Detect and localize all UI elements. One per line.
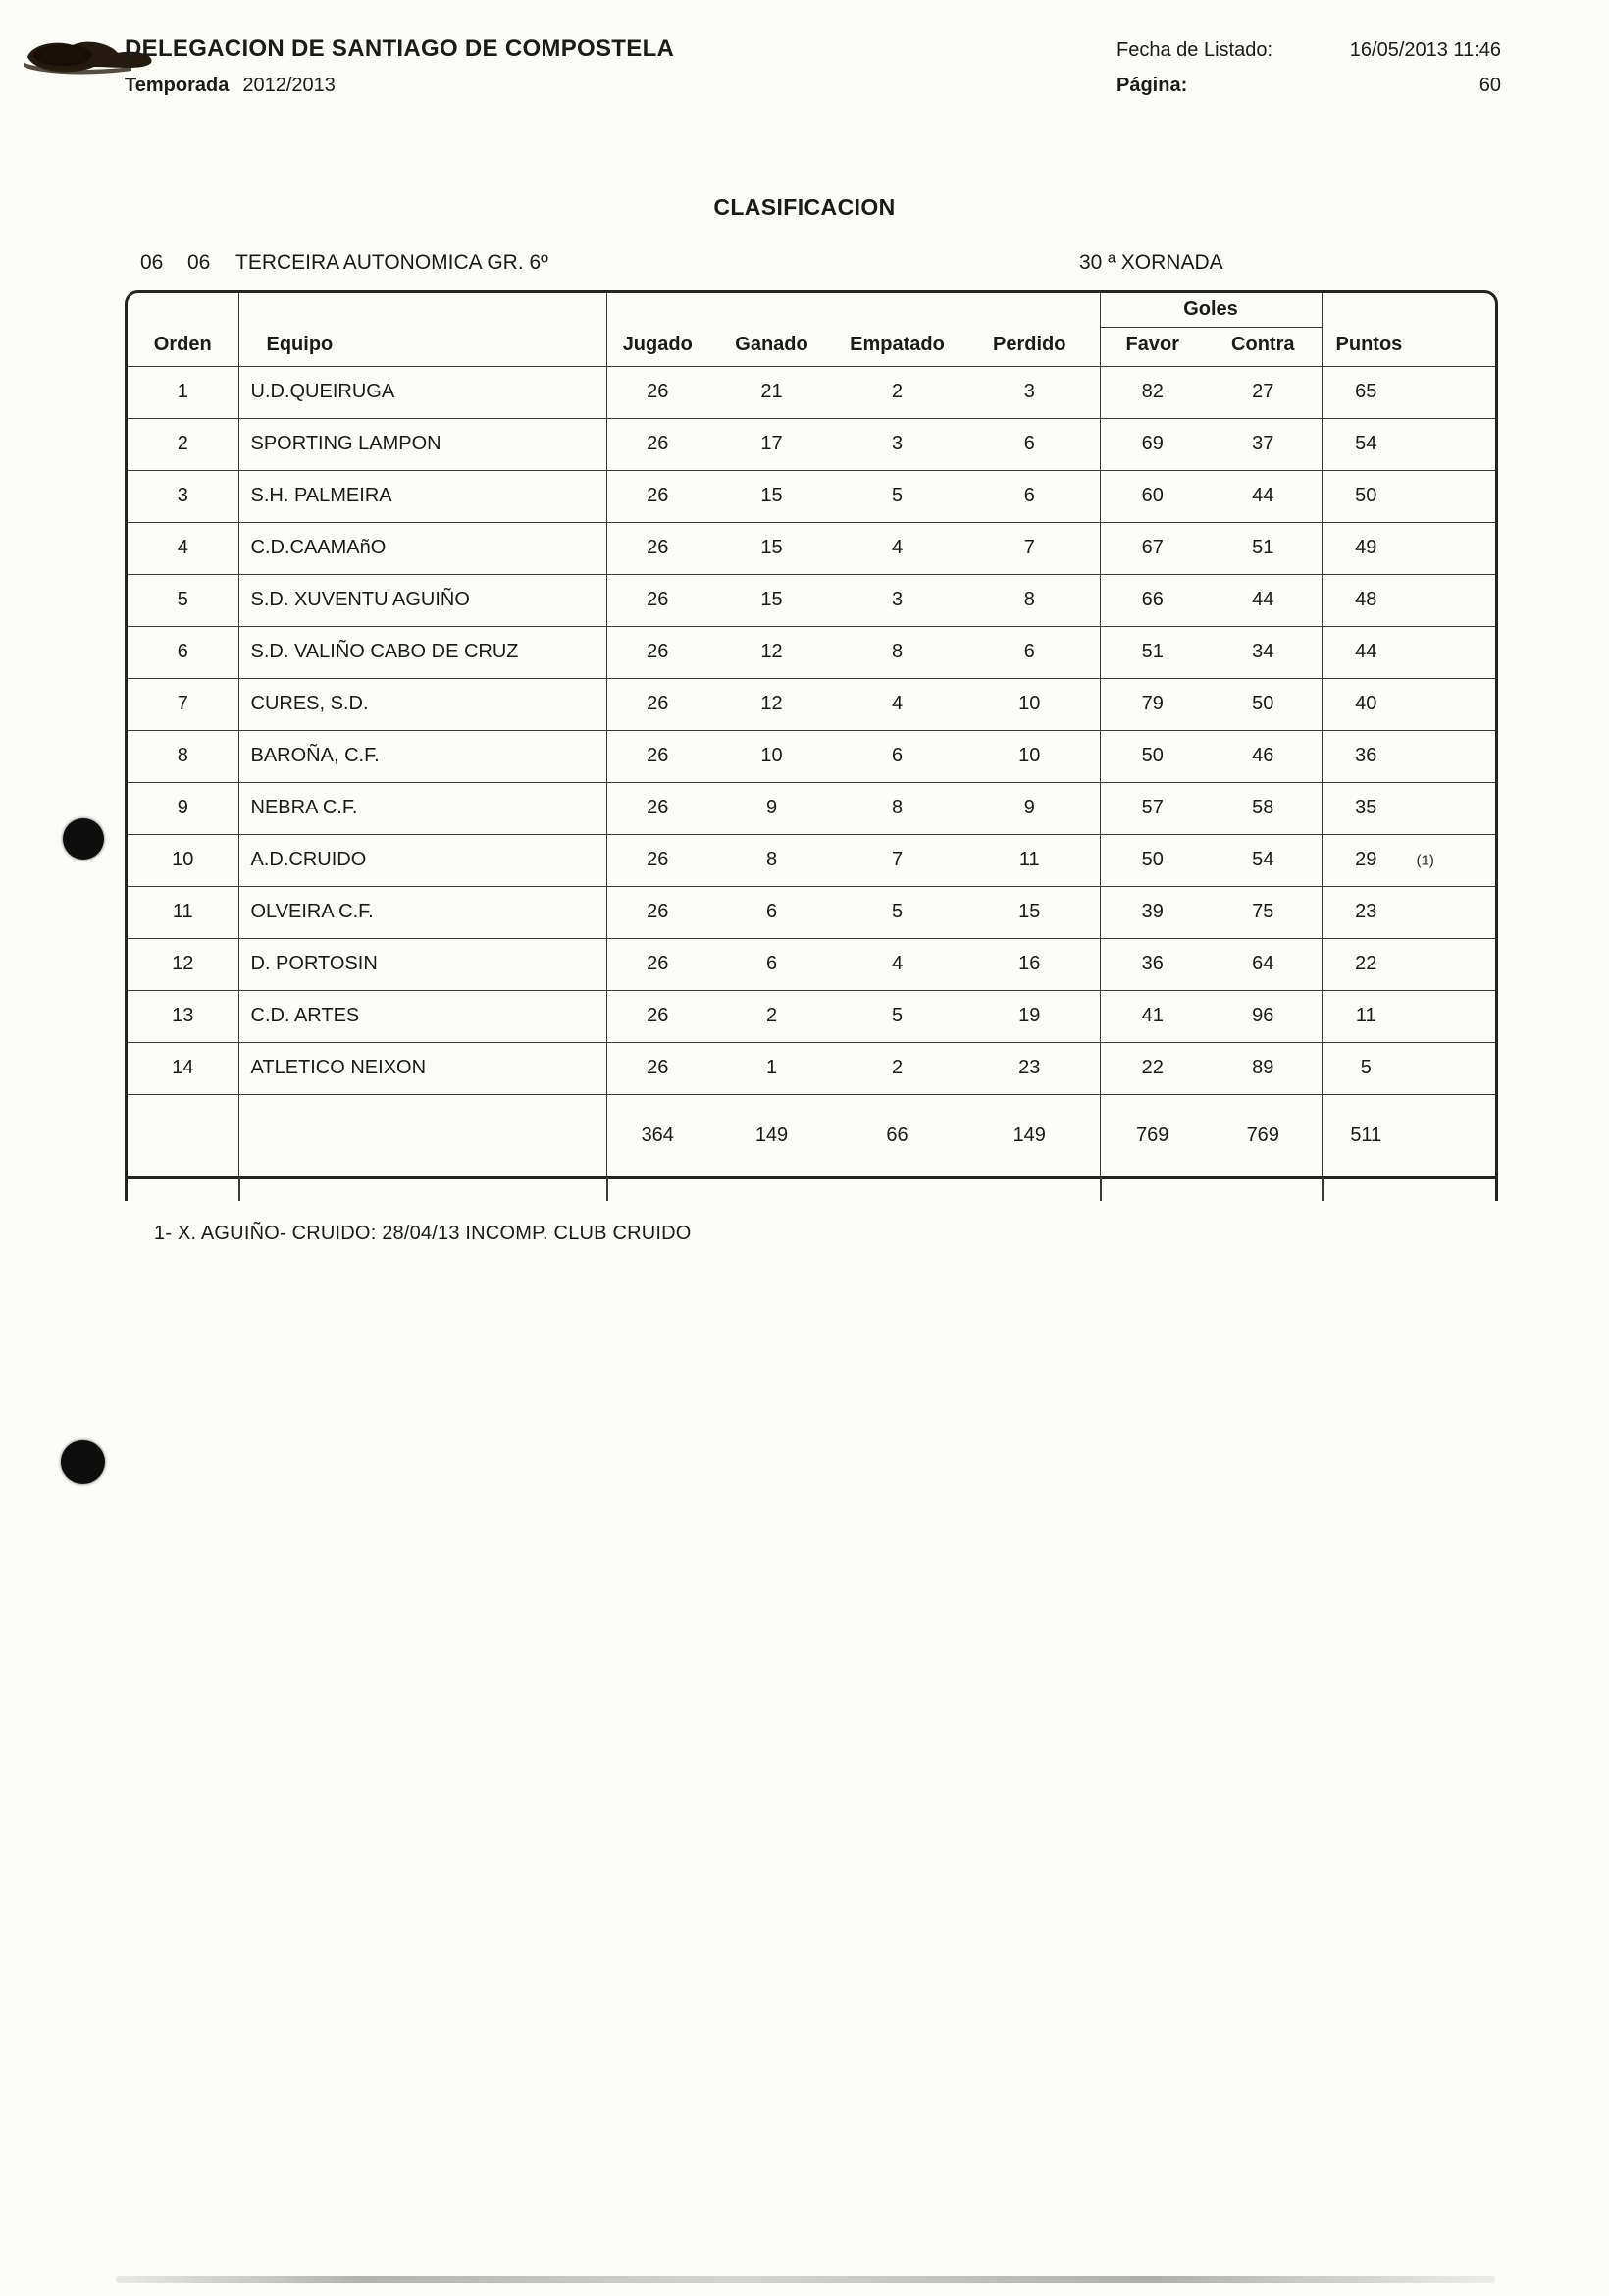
cell-perdido: 9 <box>960 782 1100 834</box>
cell-perdido: 8 <box>960 574 1100 626</box>
cell-perdido: 11 <box>960 834 1100 886</box>
page-number-label: Página: <box>1116 75 1188 96</box>
cell-jugado: 26 <box>606 470 708 522</box>
cell-perdido: 23 <box>960 1042 1100 1094</box>
cell-jugado: 26 <box>606 730 708 782</box>
cell-puntos: 22 <box>1322 938 1495 990</box>
cell-jugado: 26 <box>606 938 708 990</box>
standings-body <box>128 366 1495 1094</box>
section-title: CLASIFICACION <box>713 194 896 220</box>
header-jugado: Jugado <box>606 293 708 366</box>
cell-contra: 27 <box>1205 366 1322 418</box>
cell-empatado: 5 <box>835 470 960 522</box>
cell-contra: 44 <box>1205 470 1322 522</box>
table-row <box>128 366 1495 418</box>
season-value: 2012/2013 <box>242 75 336 96</box>
cell-orden: 10 <box>128 834 238 886</box>
cell-puntos: 11 <box>1322 990 1495 1042</box>
cell-contra: 54 <box>1205 834 1322 886</box>
cell-contra: 75 <box>1205 886 1322 938</box>
cell-contra: 50 <box>1205 678 1322 730</box>
cell-empatado: 8 <box>835 782 960 834</box>
cell-favor: 66 <box>1100 574 1205 626</box>
table-row <box>128 626 1495 678</box>
table-row <box>128 782 1495 834</box>
cell-jugado: 26 <box>606 834 708 886</box>
cell-jugado: 26 <box>606 418 708 470</box>
cell-contra: 58 <box>1205 782 1322 834</box>
cell-puntos: 23 <box>1322 886 1495 938</box>
table-row <box>128 574 1495 626</box>
cell-contra: 34 <box>1205 626 1322 678</box>
totals-row <box>128 1094 1495 1176</box>
scan-edge-artifact <box>116 2276 1495 2283</box>
cell-contra: 64 <box>1205 938 1322 990</box>
cell-favor: 57 <box>1100 782 1205 834</box>
cell-ganado: 12 <box>708 626 835 678</box>
competition-round: 30 ª XORNADA <box>1079 251 1223 274</box>
cell-equipo: C.D. ARTES <box>238 990 606 1042</box>
cell-favor: 41 <box>1100 990 1205 1042</box>
cell-puntos: 48 <box>1322 574 1495 626</box>
header-favor: Favor <box>1100 327 1205 366</box>
cell-jugado: 26 <box>606 366 708 418</box>
cell-favor: 69 <box>1100 418 1205 470</box>
points-value: 29 <box>1355 849 1377 870</box>
header-ganado: Ganado <box>708 293 835 366</box>
cell-favor: 60 <box>1100 470 1205 522</box>
totals-cell-jugado: 364 <box>641 1123 674 1146</box>
cell-jugado: 26 <box>606 522 708 574</box>
hole-punch-top <box>63 818 104 860</box>
cell-favor: 22 <box>1100 1042 1205 1094</box>
competition-code-a: 06 <box>140 251 164 274</box>
table-row <box>128 678 1495 730</box>
cell-empatado: 7 <box>835 834 960 886</box>
list-date-line <box>1116 39 1501 62</box>
totals-cell-favor: 769 <box>1100 1094 1205 1176</box>
header-contra: Contra <box>1205 327 1322 366</box>
cell-empatado: 2 <box>835 1042 960 1094</box>
cell-ganado: 15 <box>708 574 835 626</box>
cell-empatado: 5 <box>835 990 960 1042</box>
cell-ganado: 12 <box>708 678 835 730</box>
cell-empatado: 4 <box>835 678 960 730</box>
table-row <box>128 470 1495 522</box>
cell-puntos: 5 <box>1322 1042 1495 1094</box>
cell-contra: 89 <box>1205 1042 1322 1094</box>
cell-ganado: 10 <box>708 730 835 782</box>
cell-equipo: CURES, S.D. <box>238 678 606 730</box>
cell-contra: 37 <box>1205 418 1322 470</box>
cell-orden: 1 <box>128 366 238 418</box>
totals-cell-ganado: 149 <box>754 1123 789 1146</box>
cell-empatado: 8 <box>835 626 960 678</box>
cell-empatado: 6 <box>835 730 960 782</box>
cell-ganado: 21 <box>708 366 835 418</box>
cell-orden: 4 <box>128 522 238 574</box>
cell-orden: 8 <box>128 730 238 782</box>
cell-puntos: 54 <box>1322 418 1495 470</box>
header-meta <box>1116 39 1501 110</box>
cell-perdido: 10 <box>960 678 1100 730</box>
cell-orden: 6 <box>128 626 238 678</box>
cell-favor: 36 <box>1100 938 1205 990</box>
cell-orden: 7 <box>128 678 238 730</box>
cell-perdido: 6 <box>960 418 1100 470</box>
cell-perdido: 19 <box>960 990 1100 1042</box>
page-number-value: 60 <box>1479 75 1501 96</box>
cell-empatado: 2 <box>835 366 960 418</box>
cell-equipo: ATLETICO NEIXON <box>238 1042 606 1094</box>
cell-orden: 5 <box>128 574 238 626</box>
cell-puntos: 44 <box>1322 626 1495 678</box>
competition-name: TERCEIRA AUTONOMICA GR. 6º <box>235 251 548 274</box>
cell-perdido: 16 <box>960 938 1100 990</box>
cell-favor: 79 <box>1100 678 1205 730</box>
cell-orden: 2 <box>128 418 238 470</box>
cell-jugado: 26 <box>606 990 708 1042</box>
cell-favor: 82 <box>1100 366 1205 418</box>
cell-perdido: 7 <box>960 522 1100 574</box>
season-line <box>125 75 336 97</box>
cell-equipo: BAROÑA, C.F. <box>238 730 606 782</box>
cell-contra: 46 <box>1205 730 1322 782</box>
list-date-label: Fecha de Listado: <box>1116 39 1272 61</box>
page-number-line <box>1116 75 1501 97</box>
cell-contra: 96 <box>1205 990 1322 1042</box>
cell-puntos <box>1322 834 1495 886</box>
cell-orden: 11 <box>128 886 238 938</box>
cell-puntos: 50 <box>1322 470 1495 522</box>
cell-ganado: 15 <box>708 470 835 522</box>
cell-favor: 39 <box>1100 886 1205 938</box>
cell-equipo: A.D.CRUIDO <box>238 834 606 886</box>
list-date-value: 16/05/2013 11:46 <box>1349 39 1501 61</box>
table-header <box>128 293 1495 366</box>
cell-ganado: 15 <box>708 522 835 574</box>
footnote-ref: (1) <box>1416 852 1434 868</box>
table-row <box>128 730 1495 782</box>
season-label: Temporada <box>125 75 230 96</box>
header-perdido: Perdido <box>960 293 1100 366</box>
cell-puntos: 35 <box>1322 782 1495 834</box>
cell-empatado: 4 <box>835 938 960 990</box>
cell-ganado: 17 <box>708 418 835 470</box>
cell-orden: 12 <box>128 938 238 990</box>
standings-table <box>125 290 1498 1179</box>
cell-favor: 50 <box>1100 834 1205 886</box>
cell-equipo: C.D.CAAMAñO <box>238 522 606 574</box>
cell-jugado: 26 <box>606 1042 708 1094</box>
cell-ganado: 1 <box>708 1042 835 1094</box>
cell-ganado: 6 <box>708 938 835 990</box>
cell-contra: 51 <box>1205 522 1322 574</box>
cell-favor: 51 <box>1100 626 1205 678</box>
cell-puntos: 40 <box>1322 678 1495 730</box>
cell-equipo: SPORTING LAMPON <box>238 418 606 470</box>
cell-perdido: 6 <box>960 626 1100 678</box>
table-frame-ticks <box>125 1177 1498 1201</box>
cell-equipo: U.D.QUEIRUGA <box>238 366 606 418</box>
table-row <box>128 938 1495 990</box>
header-puntos: Puntos <box>1322 293 1495 366</box>
cell-empatado: 5 <box>835 886 960 938</box>
footnote: 1- X. AGUIÑO- CRUIDO: 28/04/13 INCOMP. CLUB CRUIDO <box>154 1223 692 1244</box>
table-row <box>128 886 1495 938</box>
cell-jugado: 26 <box>606 782 708 834</box>
cell-jugado: 26 <box>606 574 708 626</box>
document-title: DELEGACION DE SANTIAGO DE COMPOSTELA <box>125 35 675 62</box>
table-row <box>128 834 1495 886</box>
cell-orden: 13 <box>128 990 238 1042</box>
table-row <box>128 990 1495 1042</box>
cell-jugado: 26 <box>606 626 708 678</box>
cell-equipo: S.H. PALMEIRA <box>238 470 606 522</box>
header-empatado: Empatado <box>835 293 960 366</box>
cell-ganado: 2 <box>708 990 835 1042</box>
cell-orden: 14 <box>128 1042 238 1094</box>
cell-equipo: S.D. XUVENTU AGUIÑO <box>238 574 606 626</box>
cell-perdido: 6 <box>960 470 1100 522</box>
totals-cell-equipo <box>238 1094 606 1176</box>
cell-equipo: D. PORTOSIN <box>238 938 606 990</box>
cell-empatado: 3 <box>835 574 960 626</box>
cell-perdido: 15 <box>960 886 1100 938</box>
cell-puntos: 65 <box>1322 366 1495 418</box>
totals-cell-puntos: 511 <box>1350 1123 1382 1146</box>
totals-cell-orden <box>128 1094 238 1176</box>
table-row <box>128 418 1495 470</box>
totals-cell-empatado: 66 <box>886 1123 908 1146</box>
cell-jugado: 26 <box>606 886 708 938</box>
cell-puntos: 49 <box>1322 522 1495 574</box>
cell-ganado: 8 <box>708 834 835 886</box>
hole-punch-bottom <box>61 1440 105 1484</box>
cell-empatado: 4 <box>835 522 960 574</box>
totals-section <box>128 1094 1495 1176</box>
cell-ganado: 9 <box>708 782 835 834</box>
cell-orden: 9 <box>128 782 238 834</box>
competition-line <box>0 251 1609 281</box>
cell-perdido: 3 <box>960 366 1100 418</box>
header-equipo: Equipo <box>238 293 606 366</box>
table-row <box>128 522 1495 574</box>
cell-orden: 3 <box>128 470 238 522</box>
cell-contra: 44 <box>1205 574 1322 626</box>
cell-puntos: 36 <box>1322 730 1495 782</box>
cell-favor: 50 <box>1100 730 1205 782</box>
cell-jugado: 26 <box>606 678 708 730</box>
header-goles: Goles <box>1100 293 1322 327</box>
cell-favor: 67 <box>1100 522 1205 574</box>
cell-empatado: 3 <box>835 418 960 470</box>
totals-cell-contra: 769 <box>1205 1094 1322 1176</box>
cell-ganado: 6 <box>708 886 835 938</box>
cell-equipo: NEBRA C.F. <box>238 782 606 834</box>
table-row <box>128 1042 1495 1094</box>
cell-perdido: 10 <box>960 730 1100 782</box>
competition-code-b: 06 <box>187 251 211 274</box>
totals-cell-perdido: 149 <box>960 1094 1100 1176</box>
cell-equipo: S.D. VALIÑO CABO DE CRUZ <box>238 626 606 678</box>
cell-equipo: OLVEIRA C.F. <box>238 886 606 938</box>
header-orden: Orden <box>128 293 238 366</box>
